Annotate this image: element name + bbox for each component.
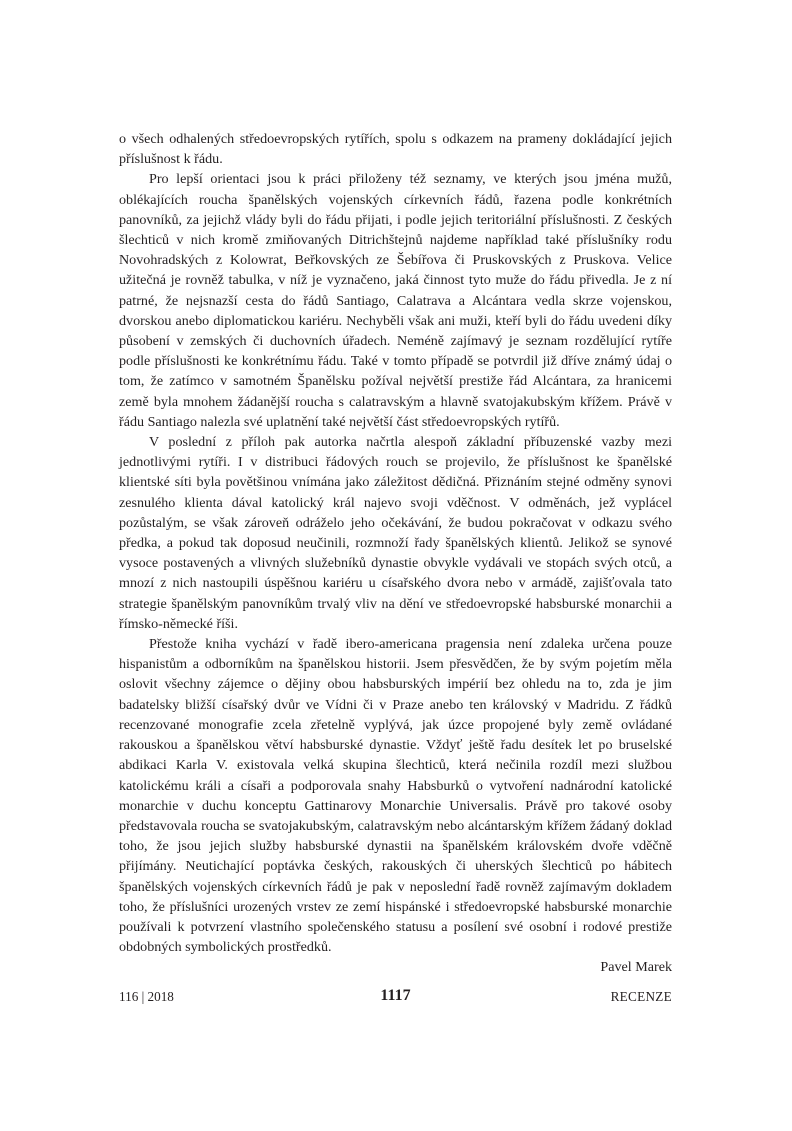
article-body	[119, 129, 672, 978]
page-number: 1117	[380, 987, 411, 1004]
issue-label: 116 | 2018	[119, 989, 174, 1004]
author-signature: Pavel Marek	[600, 959, 672, 976]
paragraph-3: V poslední z příloh pak autorka načrtla alespoň základní příbuzenské vazby mezi jednotlivými rytíři. I v distribuci řádových rouch se projevilo, že příslušnost ke španělské klientské síti byla povětšinou vnímána jako záležitost dědičná. Přiznáním stejné odměny synovi zesnulého klienta dával katolický král najevo svoji vděčnost. V odměnách, jež vyplácel pozůstalým, se však zároveň odráželo jeho očekávání, že budou pokračovat v odkazu svého předka, a pokud tak doposud neučinili, rozmnoží řady španělských klientů. Jelikož se synové vysoce postavených a vlivných služebníků dynastie obvykle vydávali ve stopách svých otců, a mnozí z nich nastoupili úspěšnou kariéru u císařského dvora nebo v armádě, zajišťovala tato strategie španělským panovníkům trvalý vliv na dění ve středoevropské habsburské monarchii a římsko-německé říši.	[119, 434, 672, 632]
paragraph-4: Přestože kniha vychází v řadě ibero-americana pragensia není zdaleka určena pouze hispanistům a odborníkům na španělskou historii. Jsem přesvědčen, že by svým pojetím měla oslovit všechny zájemce o dějiny obou habsburských impérií bez ohledu na to, zda je jim badatelsky bližší císařský dvůr ve Vídni či v Praze anebo ten královský v Madridu. Z řádků recenzované monografie zcela zřetelně vyplývá, jak úzce propojené byly země ovládané rakouskou a španělskou větví habsburské dynastie. Vždyť ještě řadu desítek let po bruselské abdikaci Karla V. existovala velká skupina šlechticů, která nečinila rozdíl mezi službou katolickému králi a císaři a podporovala snahy Habsburků o vytvoření nadnárodní katolické monarchie v duchu konceptu Gattinarovy Monarchie Universalis. Právě pro takové osoby představovala roucha se svatojakubským, calatravským nebo alcántarským křížem žádaný doklad toho, že jsou jejich služby habsburské dynastii na španělském královském dvoře vděčně přijímány. Neutichající poptávka českých, rakouských či uherských šlechticů po hábitech španělských vojenských církevních řádů je pak v neposlední řadě rovněž zajímavým dokladem toho, že příslušníci urozených vrstev ze zemí hispánské i středoevropské habsburské monarchie používali k potvrzení vlastního společenského statusu a posílení své osobní i rodové prestiže obdobných symbolických prostředků.	[119, 636, 672, 956]
section-label: RECENZE	[610, 989, 672, 1004]
page-footer	[119, 987, 672, 1009]
paragraph-1: o všech odhalených středoevropských rytířích, spolu s odkazem na prameny dokládající jejich příslušnost k řádu.	[119, 131, 672, 168]
paragraph-2: Pro lepší orientaci jsou k práci přiloženy též seznamy, ve kterých jsou jména mužů, oblékajících roucha španělských vojenských církevních řádů, řazena podle konkrétních panovníků, za jejichž vlády byli do řádu přijati, i podle jejich teritoriální příslušnosti. Z českých šlechticů v nich kromě zmiňovaných Ditrichštejnů najdeme například také příslušníky rodu Novohradských z Kolowrat, Beřkovských ze Šebířova či Pruskovských z Pruskova. Velice užitečná je rovněž tabulka, v níž je vyznačeno, jaká činnost tyto muže do řádu přivedla. Je z ní patrné, že nejsnazší cesta do řádů Santiago, Calatrava a Alcántara vedla skrze vojenskou, dvorskou anebo diplomatickou kariéru. Nechyběli však ani muži, kteří byli do řádu uvedeni díky působení v zemských či duchovních úřadech. Neméně zajímavý je seznam rozdělující rytíře podle příslušnosti ke konkrétnímu řádu. Také v tomto případě se potvrdil již dříve známý údaj o tom, že zatímco v samotném Španělsku požíval největší prestiže řád Alcántara, za hranicemi země byla mnohem žádanější roucha s calatravským a hlavně svatojakubským křížem. Právě v řádu Santiago nalezla své uplatnění také největší část středoevropských rytířů.	[119, 171, 672, 430]
